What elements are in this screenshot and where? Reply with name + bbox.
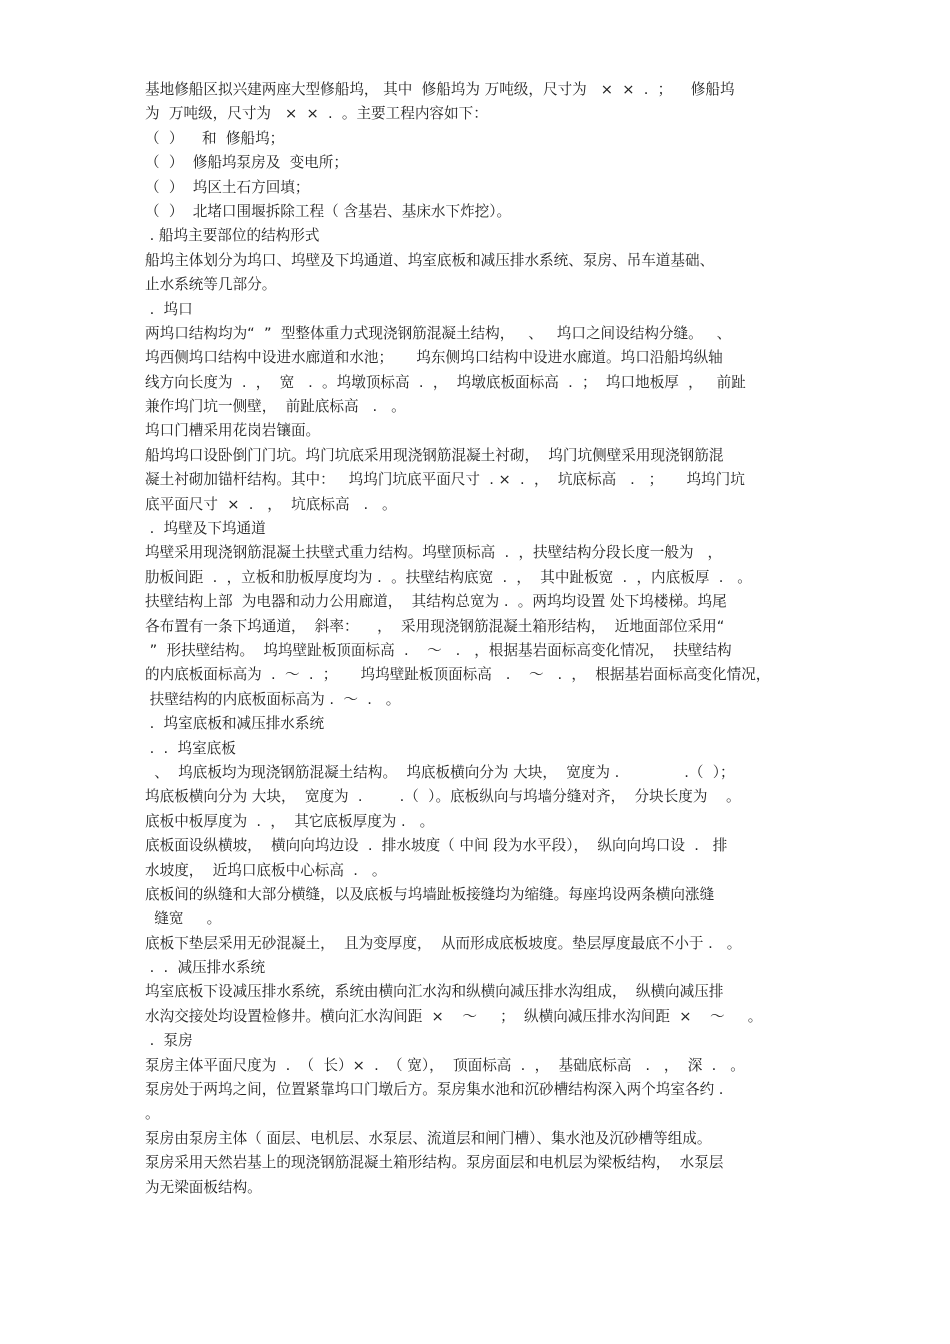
text-line: 船坞主体划分为坞口、坞壁及下坞通道、坞室底板和减压排水系统、泵房、吊车道基础、 <box>145 251 715 269</box>
text-line: （ ） 坞区土石方回填； <box>145 178 310 196</box>
text-line: ” 形扶壁结构。 坞坞壁趾板顶面标高 . ～ . ，根据基岩面标高变化情况， 扶壁结构 <box>145 641 732 659</box>
text-line: 泵房主体平面尺度为 . （ 长）× . （ 宽）， 顶面标高 . ， 基础底标高 . ， 深 . 。 <box>145 1056 745 1074</box>
text-line: . 泵房 <box>145 1032 193 1050</box>
text-line: 坞壁采用现浇钢筋混凝土扶壁式重力结构。坞壁顶标高 . ，扶壁结构分段长度一般为 ， <box>145 544 723 562</box>
text-line: 底板中板厚度为 . ， 其它底板厚度为 . 。 <box>145 812 435 830</box>
document-body <box>145 78 817 1200</box>
text-line: 底板间的纵缝和大部分横缝，以及底板与坞墙趾板接缝均为缩缝。每座坞设两条横向涨缝 <box>145 885 715 903</box>
text-line: 水沟交接处均设置检修井。横向汇水沟间距 × ～ ； 纵横向减压排水沟间距 × ～ 。 <box>145 1007 763 1025</box>
text-line: 扶壁结构的内底板面标高为 . ～ . 。 <box>145 690 401 708</box>
text-line: 底板下垫层采用无砂混凝土， 且为变厚度， 从而形成底板坡度。垫层厚度最底不小于 . 。 <box>145 934 742 952</box>
text-line: 泵房由泵房主体（ 面层、电机层、水泵层、流道层和闸门槽）、集水池及沉砂槽等组成。 <box>145 1129 712 1147</box>
text-line: 的内底板面标高为 . ～ . ； 坞坞壁趾板顶面标高 . ～ . ， 根据基岩面标高变化情况， <box>145 666 771 684</box>
text-line: 坞室底板下设减压排水系统，系统由横向汇水沟和纵横向减压排水沟组成， 纵横向减压排 <box>145 983 724 1001</box>
text-line: （ ） 北堵口围堰拆除工程（ 含基岩、基床水下炸挖）。 <box>145 202 512 220</box>
text-line: 线方向长度为 . ， 宽 . 。坞墩顶标高 . ， 坞墩底板面标高 . ； 坞口地板厚 ， 前趾 <box>145 373 746 391</box>
text-line: 泵房处于两坞之间，位置紧靠坞口门墩后方。泵房集水池和沉砂槽结构深入两个坞室各约 . <box>145 1081 724 1099</box>
text-line: 缝宽 。 <box>145 910 222 928</box>
text-line: . 坞室底板和减压排水系统 <box>145 715 325 733</box>
text-line: 止水系统等几部分。 <box>145 276 277 294</box>
text-line: 坞底板横向分为 大块， 宽度为 . .（ ）。底板纵向与坞墙分缝对齐， 分块长度为 。 <box>145 788 741 806</box>
text-line: 扶壁结构上部 为电器和动力公用廊道， 其结构总宽为 . 。两坞均设置 处下坞楼梯。坞尾 <box>145 593 727 611</box>
text-line: 底平面尺寸 × . ， 坑底标高 . 。 <box>145 495 397 513</box>
text-line: 坞西侧坞口结构中设进水廊道和水池； 坞东侧坞口结构中设进水廊道。坞口沿船坞纵轴 <box>145 349 723 367</box>
text-line: 为 万吨级，尺寸为 × × . 。主要工程内容如下： <box>145 105 488 123</box>
text-line: 底板面设纵横坡， 横向向坞边设 . 排水坡度（ 中间 段为水平段）， 纵向向坞口设 . 排 <box>145 837 728 855</box>
text-line: （ ） 修船坞泵房及 变电所； <box>145 154 348 172</box>
text-line: 船坞坞口设卧倒门门坑。坞门坑底采用现浇钢筋混凝土衬砌， 坞门坑侧壁采用现浇钢筋混 <box>145 446 724 464</box>
text-line: 。 <box>145 1105 160 1123</box>
text-line: 水坡度， 近坞口底板中心标高 . 。 <box>145 861 387 879</box>
text-line: . 坞口 <box>145 300 193 318</box>
text-line: 、 坞底板均为现浇钢筋混凝土结构。 坞底板横向分为 大块， 宽度为 . .（ ）； <box>145 763 735 781</box>
text-line: 各布置有一条下坞通道， 斜率： ， 采用现浇钢筋混凝土箱形结构， 近地面部位采用“ <box>145 617 725 635</box>
text-line: . . 坞室底板 <box>145 739 236 757</box>
text-line: 肋板间距 . ，立板和肋板厚度均为 . 。扶壁结构底宽 . ， 其中趾板宽 . ，内底板厚 . 。 <box>145 568 752 586</box>
text-line: 坞口门槽采用花岗岩镶面。 <box>145 422 321 440</box>
text-line: 泵房采用天然岩基上的现浇钢筋混凝土箱形结构。泵房面层和电机层为梁板结构， 水泵层 <box>145 1154 724 1172</box>
text-line: . 坞壁及下坞通道 <box>145 520 266 538</box>
text-line: 两坞口结构均为“ ” 型整体重力式现浇钢筋混凝土结构， 、 坞口之间设结构分缝。 、 <box>145 324 732 342</box>
text-line: . 船坞主要部位的结构形式 <box>145 227 320 245</box>
text-line: 凝土衬砌加锚杆结构。其中： 坞坞门坑底平面尺寸 . × . ， 坑底标高 . ； 坞坞门坑 <box>145 471 745 489</box>
text-line: 兼作坞门坑一侧壁， 前趾底标高 . 。 <box>145 398 406 416</box>
text-line: 基地修船区拟兴建两座大型修船坞， 其中 修船坞为 万吨级，尺寸为 × × . ； 修船坞 <box>145 81 735 98</box>
text-line: （ ） 和 修船坞； <box>145 129 285 147</box>
text-line: . . 减压排水系统 <box>145 959 266 977</box>
text-line: 为无梁面板结构。 <box>145 1178 262 1196</box>
